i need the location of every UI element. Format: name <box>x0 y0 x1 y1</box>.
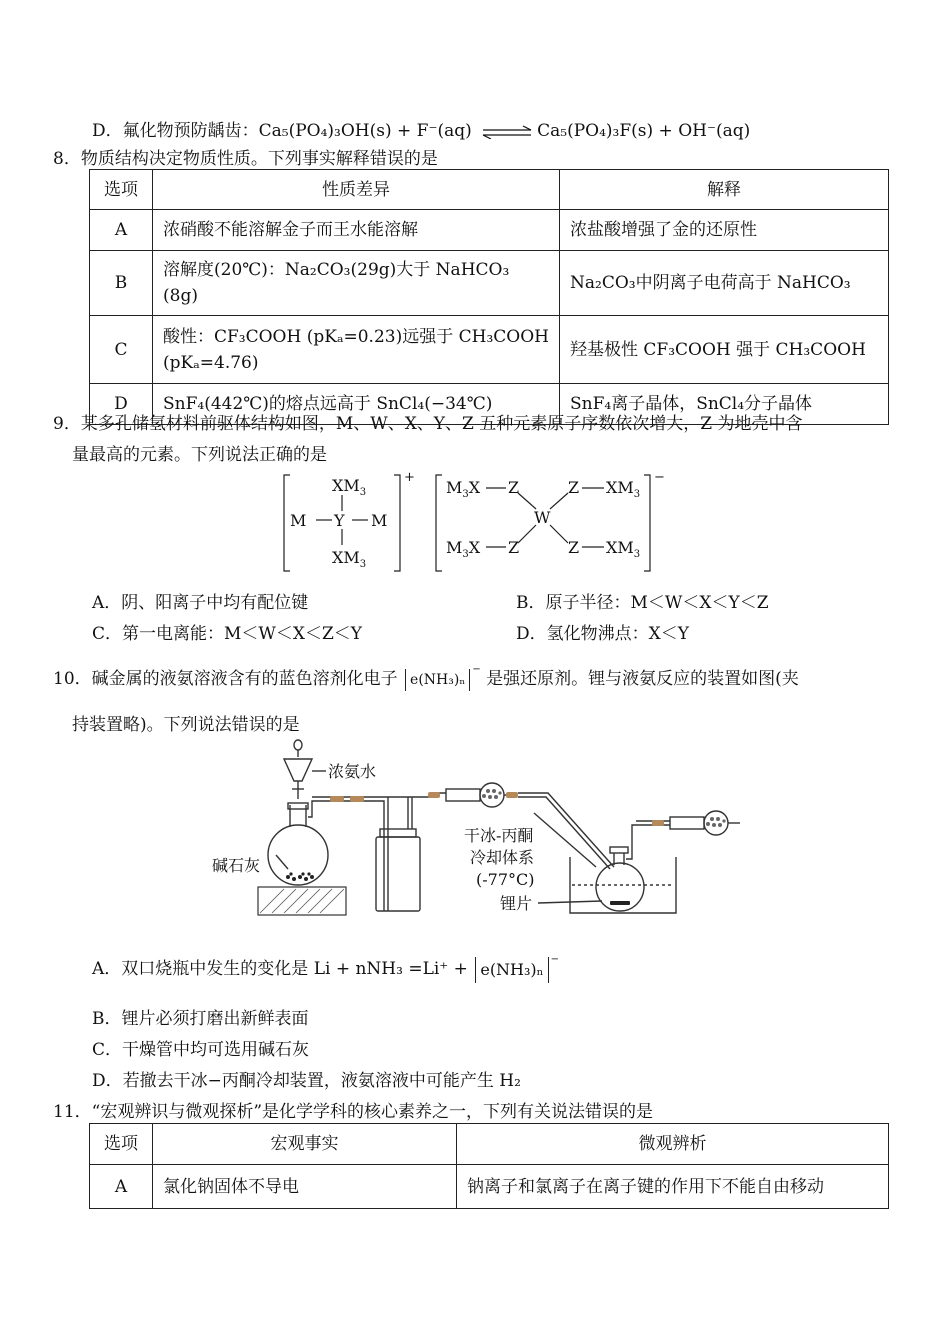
m-right: M <box>371 511 388 530</box>
table-row <box>90 251 889 316</box>
z-top-right: Z <box>568 478 580 497</box>
electron-charge: − <box>472 664 481 675</box>
label-cooling-1: 干冰-丙酮 <box>464 826 534 845</box>
xm3-bottom-right: $XM_3$ <box>606 538 641 560</box>
table-header-row <box>90 170 889 210</box>
q10-stem-line2: 持装置略)。下列说法错误的是 <box>72 715 300 735</box>
row-explanation: 羟基极性 CF₃COOH 强于 CH₃COOH <box>560 316 889 384</box>
cation-charge: + <box>404 470 415 485</box>
label-cooling-3: (-77°C) <box>476 870 535 889</box>
q10-option-b: B．锂片必须打磨出新鲜表面 <box>92 1009 309 1029</box>
q10-option-a-equation: Li + nNH₃ =Li⁺ + <box>313 959 468 979</box>
xm3-bottom: $XM_3$ <box>332 548 367 570</box>
q9-option-b: B．原子半径：M＜W＜X＜Y＜Z <box>516 593 769 613</box>
row-option: D <box>90 384 153 425</box>
q7-option-d-product: Ca₅(PO₄)₃F(s) + OH⁻(aq) <box>537 121 751 141</box>
table-row <box>90 1165 889 1209</box>
table-row <box>90 316 889 384</box>
xm3-top-right: $XM_3$ <box>606 478 641 500</box>
z-bottom-left: Z <box>508 538 520 557</box>
q9-stem-line1: 9．某多孔储氢材料前驱体结构如图，M、W、X、Y、Z 五种元素原子序数依次增大，Z 为地壳中含 <box>53 414 803 434</box>
table-header-row <box>90 1124 889 1165</box>
header-option: 选项 <box>90 1124 153 1165</box>
q9-option-d: D．氢化物沸点：X＜Y <box>516 624 689 644</box>
header-explanation: 解释 <box>560 170 889 210</box>
m3x-bottom-left: $M_3X$ <box>446 538 481 560</box>
q8-table <box>89 169 889 425</box>
q9-structure-figure <box>280 465 670 577</box>
row-property: 浓硝酸不能溶解金子而王水能溶解 <box>153 210 560 251</box>
label-lithium: 锂片 <box>500 894 533 913</box>
row-explanation: SnF₄离子晶体，SnCl₄分子晶体 <box>560 384 889 425</box>
row-option: A <box>90 1165 153 1209</box>
m3x-top-left: $M_3X$ <box>446 478 481 500</box>
q9-option-a: A．阴、阳离子中均有配位键 <box>92 593 309 613</box>
header-fact: 宏观事实 <box>153 1124 457 1165</box>
electron-formula: e(NH₃)ₙ <box>405 669 470 691</box>
q10-option-c: C．干燥管中均可选用碱石灰 <box>92 1040 310 1060</box>
q10-option-d: D．若撤去干冰−丙酮冷却装置，液氨溶液中可能产生 H₂ <box>92 1071 521 1091</box>
row-analysis: 钠离子和氯离子在离子键的作用下不能自由移动 <box>457 1165 889 1209</box>
q10-apparatus-figure <box>200 737 760 923</box>
row-explanation: Na₂CO₃中阴离子电荷高于 NaHCO₃ <box>560 251 889 316</box>
q10-stem-part1: 10．碱金属的液氨溶液含有的蓝色溶剂化电子 <box>53 669 398 689</box>
table-row <box>90 210 889 251</box>
q10-option-a-charge: − <box>550 954 559 965</box>
q7-option-d-label: D． <box>92 121 123 141</box>
q10-stem-part2: 是强还原剂。锂与液氨反应的装置如图(夹 <box>486 669 799 689</box>
q11-table <box>89 1123 889 1209</box>
row-explanation: 浓盐酸增强了金的还原性 <box>560 210 889 251</box>
z-top-left: Z <box>508 478 520 497</box>
label-cooling-2: 冷却体系 <box>470 848 535 867</box>
header-analysis: 微观辨析 <box>457 1124 889 1165</box>
xm3-top: $XM_3$ <box>332 476 367 498</box>
q9-option-c: C．第一电离能：M＜W＜X＜Z＜Y <box>92 624 363 644</box>
header-property: 性质差异 <box>153 170 560 210</box>
q10-stem-line1 <box>53 664 799 691</box>
anion-charge: − <box>654 470 665 485</box>
row-option: C <box>90 316 153 384</box>
row-option: A <box>90 210 153 251</box>
row-fact: 氯化钠固体不导电 <box>153 1165 457 1209</box>
q10-option-a <box>92 954 559 983</box>
row-property: 酸性：CF₃COOH (pKₐ=0.23)远强于 CH₃COOH (pKₐ=4.76) <box>153 316 560 384</box>
q10-option-a-electron: e(NH₃)ₙ <box>475 957 548 983</box>
q8-stem: 8．物质结构决定物质性质。下列事实解释错误的是 <box>53 149 438 169</box>
row-property: SnF₄(442℃)的熔点远高于 SnCl₄(−34℃) <box>153 384 560 425</box>
row-option: B <box>90 251 153 316</box>
header-option: 选项 <box>90 170 153 210</box>
w-center: W <box>534 508 551 527</box>
equilibrium-arrow-icon <box>481 125 533 139</box>
row-property: 溶解度(20℃)：Na₂CO₃(29g)大于 NaHCO₃ (8g) <box>153 251 560 316</box>
q10-option-a-prefix: A．双口烧瓶中发生的变化是 <box>92 959 309 979</box>
z-bottom-right: Z <box>568 538 580 557</box>
label-soda-lime: 碱石灰 <box>212 856 261 875</box>
q7-option-d <box>92 116 750 141</box>
q11-stem: 11．“宏观辨识与微观探析”是化学学科的核心素养之一，下列有关说法错误的是 <box>53 1102 654 1122</box>
m-left: M <box>290 511 307 530</box>
q9-stem-line2: 量最高的元素。下列说法正确的是 <box>72 445 327 465</box>
q7-option-d-text: 氟化物预防龋齿：Ca₅(PO₄)₃OH(s) + F⁻(aq) <box>122 121 472 141</box>
y-center: Y <box>334 511 345 530</box>
label-ammonia: 浓氨水 <box>328 762 377 781</box>
